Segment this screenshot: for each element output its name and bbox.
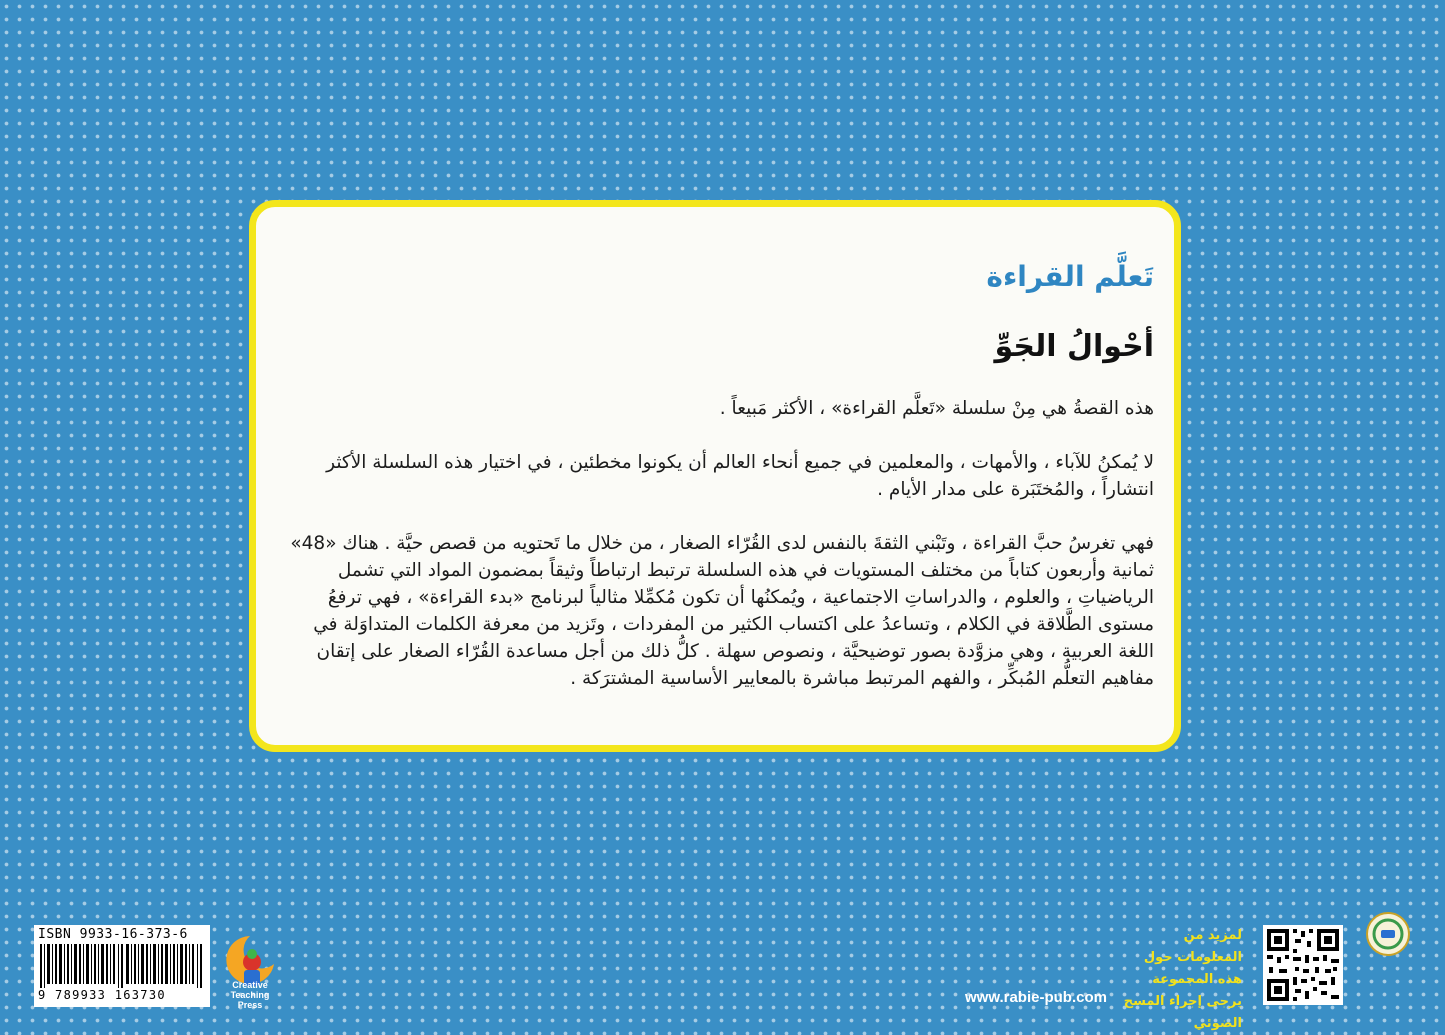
paragraph-choice: لا يُمكنُ للآباء ، والأمهات ، والمعلمين في جميع أنحاء العالم أن يكونوا مخطئين ، في اختيار هذه السلسلة الأكثر انتشاراً ، والمُختَبَرة على مدار الأيام .	[326, 452, 1154, 500]
isbn-barcode	[34, 925, 210, 1007]
qr-code-icon	[1263, 925, 1343, 1005]
scan-info-text: لمزيد من المعلومات حول هذه المجموعة يرجى إجراء المسح الضوئي	[1123, 928, 1242, 1031]
website-link[interactable]: www.rabie-pub.com	[965, 989, 1107, 1006]
series-title: تَعلَّم القراءة	[986, 260, 1154, 293]
publisher-seal-icon	[1366, 912, 1410, 956]
info-panel	[249, 200, 1181, 752]
book-title: أحْوالُ الجَوِّ	[994, 329, 1154, 364]
qr-code[interactable]	[1263, 925, 1343, 1005]
paragraph-benefits: فهي تغرسُ حبَّ القراءة ، وتَبْني الثقةَ بالنفس لدى القُرّاء الصغار ، من خلال ما تَحتويه من قصص حيَّة . هناك «48» ثمانية وأربعون كتاباً من مختلف المستويات في هذه السلسلة ترتبط ارتباطاً وثيقاً بمضمون المواد التي تشمل الرياضياتِ ، والعلوم ، والدراساتِ الاجتماعية ، ويُمكنُها أن تكون مُكمِّلا مثالياً لبرنامج «بدء القراءة» ، فهي ترفعُ مستوى الطَّلاقة في الكلام ، وتساعدُ على اكتساب الكثير من المفردات ، وتَزيد من معرفة الكلمات المتداوَلة في اللغة العربية ، وهي مزوَّدة بصور توضيحيَّة ، ونصوص سهلة . كلُّ ذلك من أجل مساعدة القُرّاء الصغار على إتقان مفاهيم التعلُّم المُبكِّر ، والفهم المرتبط مباشرة بالمعايير الأساسية المشترَكة .	[290, 533, 1154, 689]
publisher-name: Creative Teaching Press	[230, 980, 270, 1010]
barcode-icon	[38, 944, 206, 988]
paragraph-intro: هذه القصةُ هي مِنْ سلسلة «تَعلَّم القراءة» ، الأكثر مَبيعاً .	[719, 398, 1154, 419]
isbn-number: ISBN 9933-16-373-6	[38, 927, 188, 942]
barcode-digits: 9 789933 163730	[38, 988, 166, 1002]
